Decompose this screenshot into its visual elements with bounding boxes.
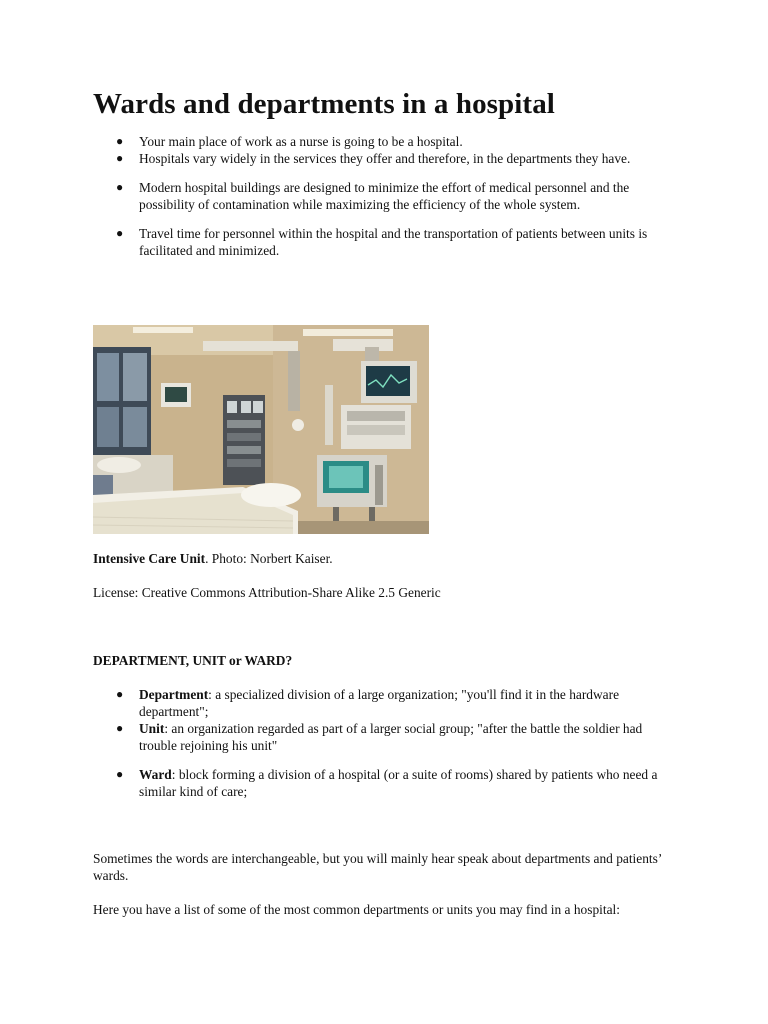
definition-item: ● Department: a specialized division of a large organization; "you'll find it in the hardware department"; <box>116 687 620 719</box>
definition-term: Ward <box>139 767 172 782</box>
bullet-icon: ● <box>116 134 124 148</box>
section-heading: DEPARTMENT, UNIT or WARD? <box>93 653 293 668</box>
list-item: ● Travel time for personnel within the hospital and the transportation of patients between units is facilitated and minimized. <box>116 226 648 258</box>
intro-bullet-list <box>93 133 683 259</box>
list-item: ● Hospitals vary widely in the services they offer and therefore, in the departments they have. <box>116 151 631 166</box>
list-item: ● Your main place of work as a nurse is going to be a hospital. <box>116 134 463 149</box>
bullet-icon: ● <box>116 721 124 735</box>
bullet-icon: ● <box>116 687 124 701</box>
definition-item: ● Ward: block forming a division of a hospital (or a suite of rooms) shared by patients who need a similar kind of care; <box>116 767 658 799</box>
definition-term: Department <box>139 687 209 702</box>
bullet-icon: ● <box>116 226 124 240</box>
body-paragraph: Here you have a list of some of the most common departments or units you may find in a hospital: <box>93 902 620 917</box>
page-title: Wards and departments in a hospital <box>93 88 555 120</box>
figure-license: License: Creative Commons Attribution-Share Alike 2.5 Generic <box>93 585 441 600</box>
definition-term: Unit <box>139 721 165 736</box>
bullet-icon: ● <box>116 767 124 781</box>
list-item: ● Modern hospital buildings are designed to minimize the effort of medical personnel and the possibility of contamination while maximizing the efficiency of the whole system. <box>116 180 630 212</box>
body-paragraph: Sometimes the words are interchangeable, but you will mainly hear speak about departments and patients’ wards. <box>93 851 662 883</box>
definition-item: ● Unit: an organization regarded as part of a larger social group; "after the battle the soldier had trouble rejoining his unit" <box>116 721 643 753</box>
bullet-icon: ● <box>116 151 124 165</box>
figure-caption: Intensive Care Unit. Photo: Norbert Kaiser. <box>93 551 333 566</box>
definition-list <box>93 686 683 800</box>
bullet-icon: ● <box>116 180 124 194</box>
intensive-care-unit-photo <box>93 325 429 534</box>
figure-caption-title: Intensive Care Unit <box>93 551 206 566</box>
